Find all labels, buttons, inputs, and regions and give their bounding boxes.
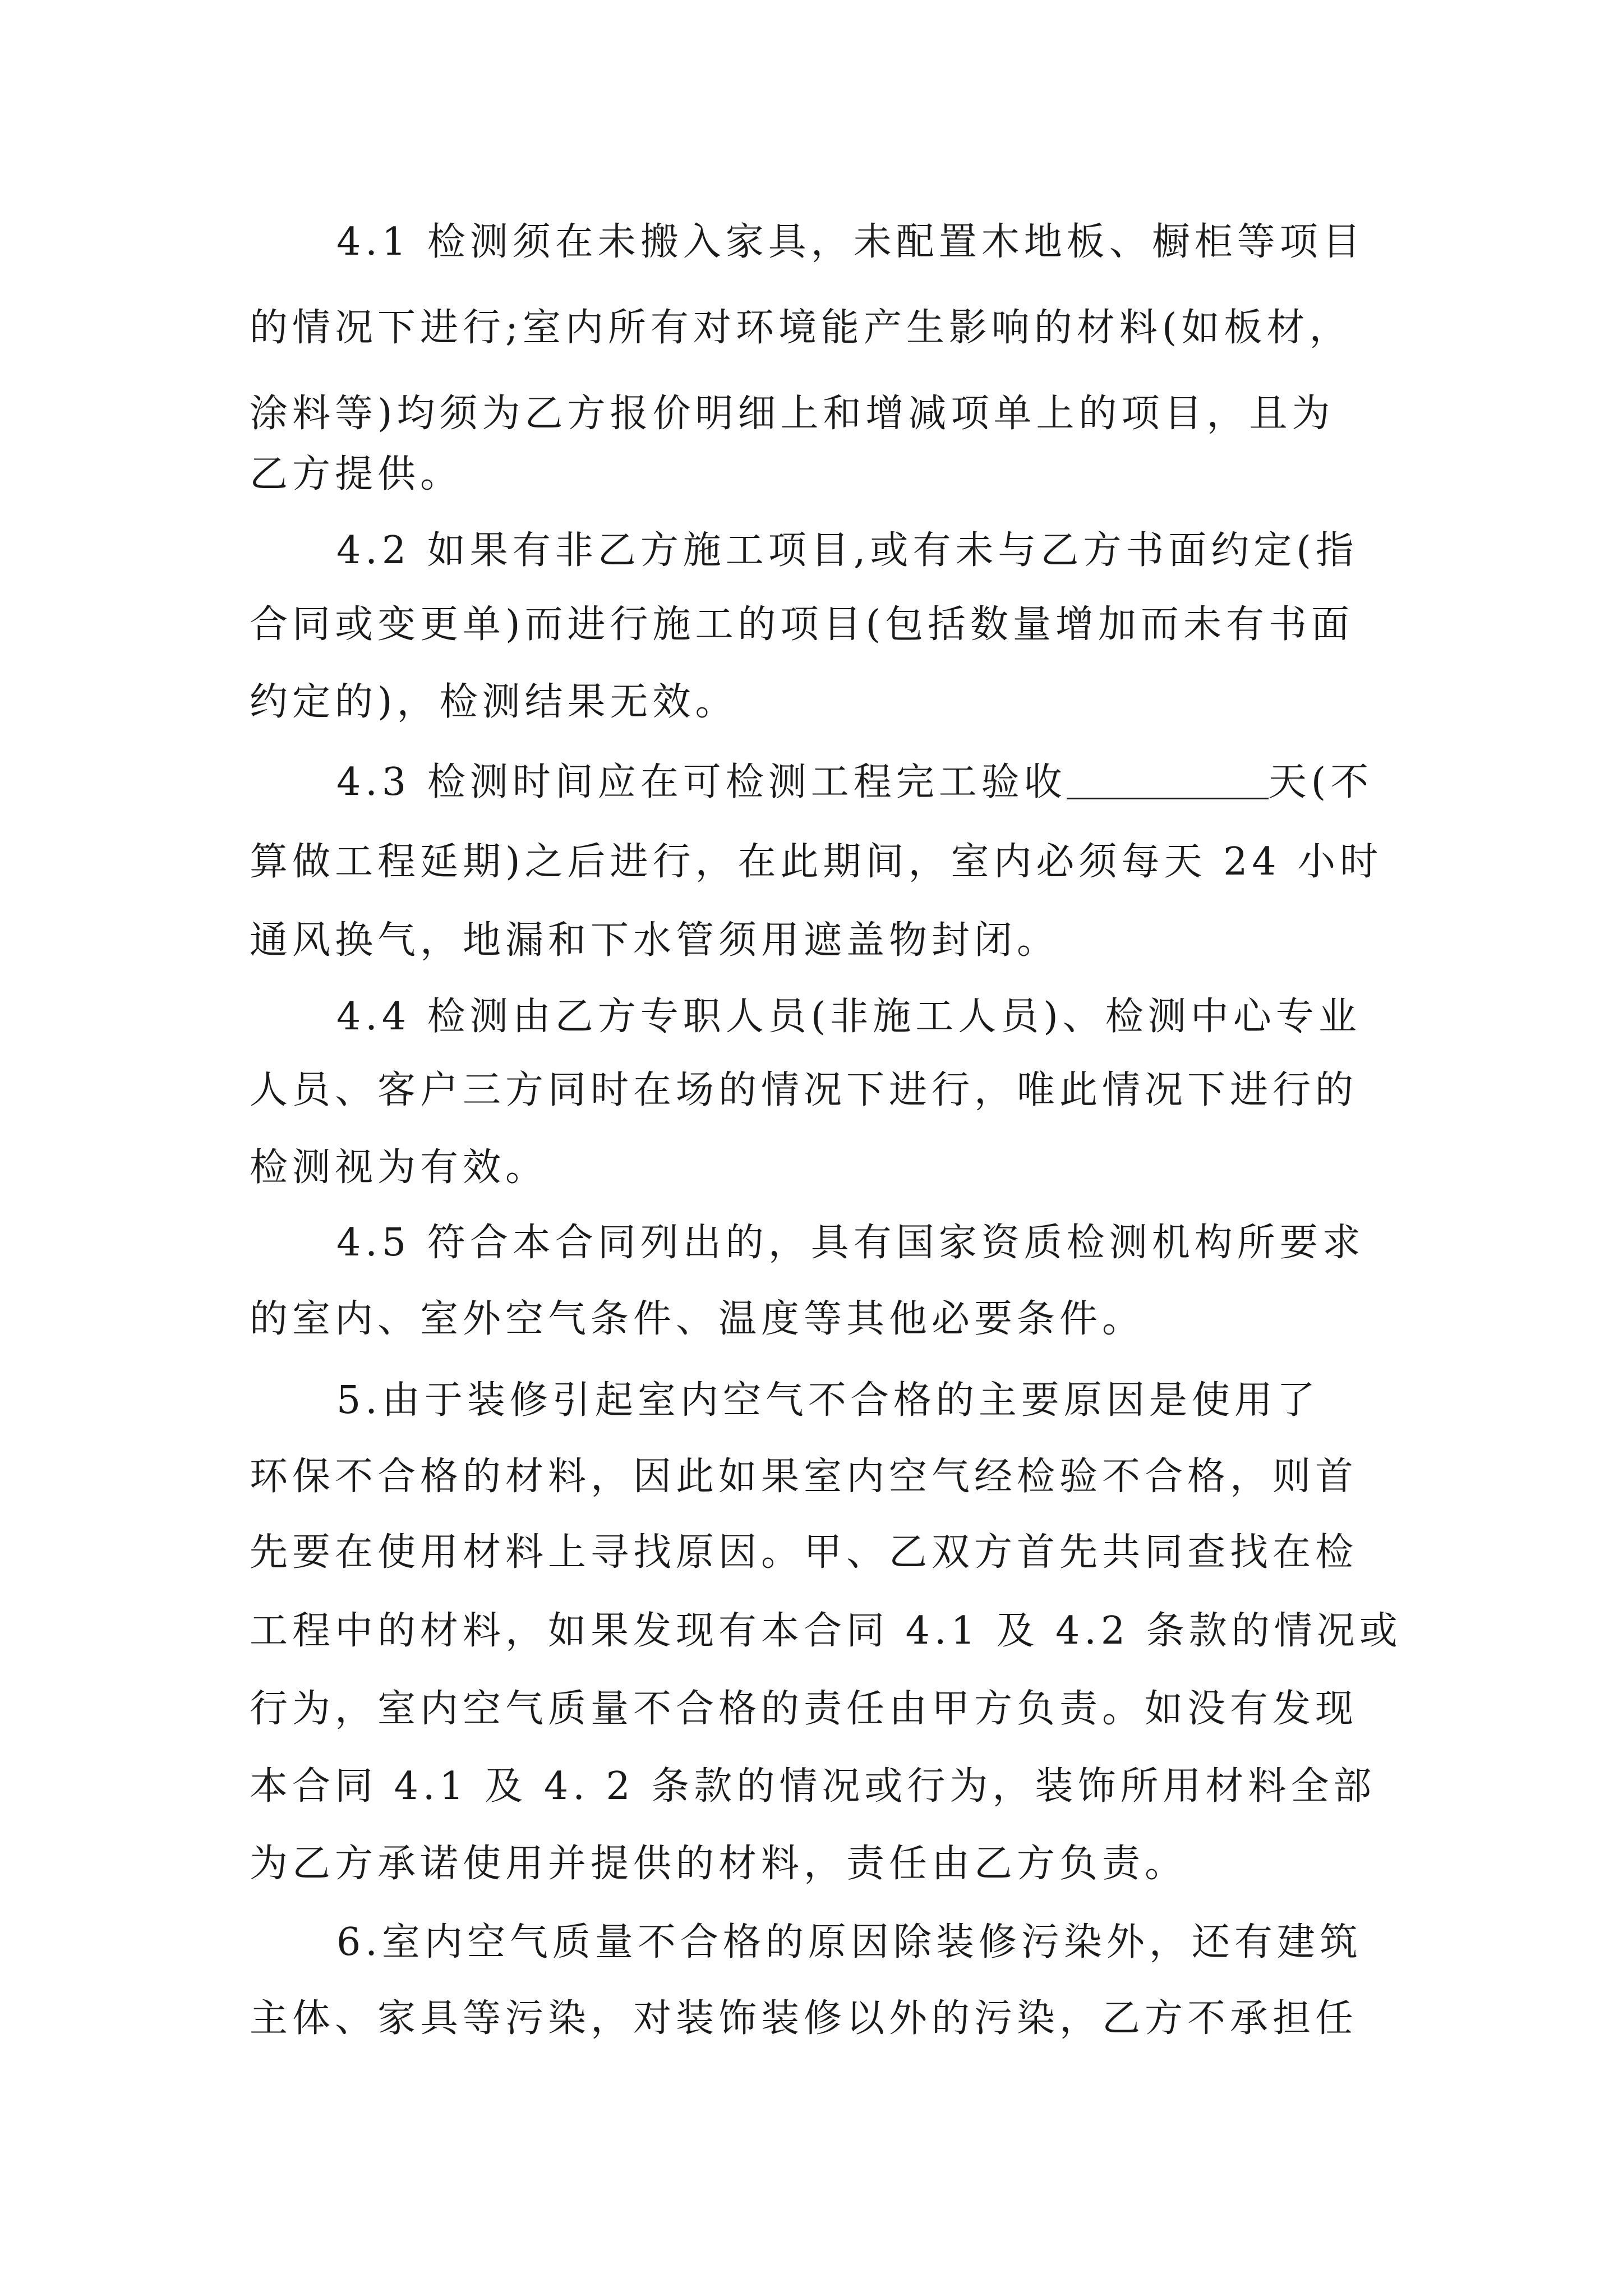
text-line: 人员、客户三方同时在场的情况下进行，唯此情况下进行的 (250, 1068, 1358, 1112)
text-line: 主体、家具等污染，对装饰装修以外的污染，乙方不承担任 (250, 1996, 1358, 2041)
text-line: 检测视为有效。 (250, 1145, 548, 1190)
text-line: 算做工程延期)之后进行，在此期间，室内必须每天 24 小时 (250, 840, 1383, 884)
text-line-with-blank (336, 754, 1388, 811)
text-line: 5.由于装修引起室内空气不合格的主要原因是使用了 (336, 1378, 1320, 1423)
fill-in-blank[interactable] (1067, 760, 1269, 799)
text-line: 约定的)，检测结果无效。 (250, 680, 738, 724)
text-line: 6.室内空气质量不合格的原因除装修污染外，还有建筑 (336, 1920, 1362, 1964)
text-line: 本合同 4.1 及 4. 2 条款的情况或行为，装饰所用材料全部 (250, 1764, 1376, 1809)
text-line: 的室内、室外空气条件、温度等其他必要条件。 (250, 1297, 1145, 1341)
text-segment: 天(不 (1268, 760, 1373, 804)
text-line: 的情况下进行;室内所有对环境能产生影响的材料(如板材， (250, 306, 1352, 350)
text-segment: 4.3 检测时间应在可检测工程完工验收 (336, 760, 1067, 804)
text-line: 4.4 检测由乙方专职人员(非施工人员)、检测中心专业 (336, 995, 1361, 1039)
text-line: 涂料等)均须为乙方报价明细上和增减项单上的项目，且为 (250, 392, 1335, 436)
text-line: 合同或变更单)而进行施工的项目(包括数量增加而未有书面 (250, 602, 1354, 647)
text-line: 4.1 检测须在未搬入家具，未配置木地板、橱柜等项目 (336, 220, 1365, 264)
text-line: 为乙方承诺使用并提供的材料，责任由乙方负责。 (250, 1842, 1188, 1886)
text-line: 通风换气，地漏和下水管须用遮盖物封闭。 (250, 918, 1060, 963)
text-line: 先要在使用材料上寻找原因。甲、乙双方首先共同查找在检 (250, 1530, 1358, 1575)
text-line: 4.5 符合本合同列出的，具有国家资质检测机构所要求 (336, 1221, 1365, 1265)
text-line: 行为，室内空气质量不合格的责任由甲方负责。如没有发现 (250, 1687, 1358, 1731)
text-line: 4.2 如果有非乙方施工项目,或有未与乙方书面约定(指 (336, 528, 1358, 573)
text-line: 环保不合格的材料，因此如果室内空气经检验不合格，则首 (250, 1455, 1358, 1499)
text-line: 乙方提供。 (250, 452, 463, 496)
text-line: 工程中的材料，如果发现有本合同 4.1 及 4.2 条款的情况或 (250, 1609, 1402, 1653)
